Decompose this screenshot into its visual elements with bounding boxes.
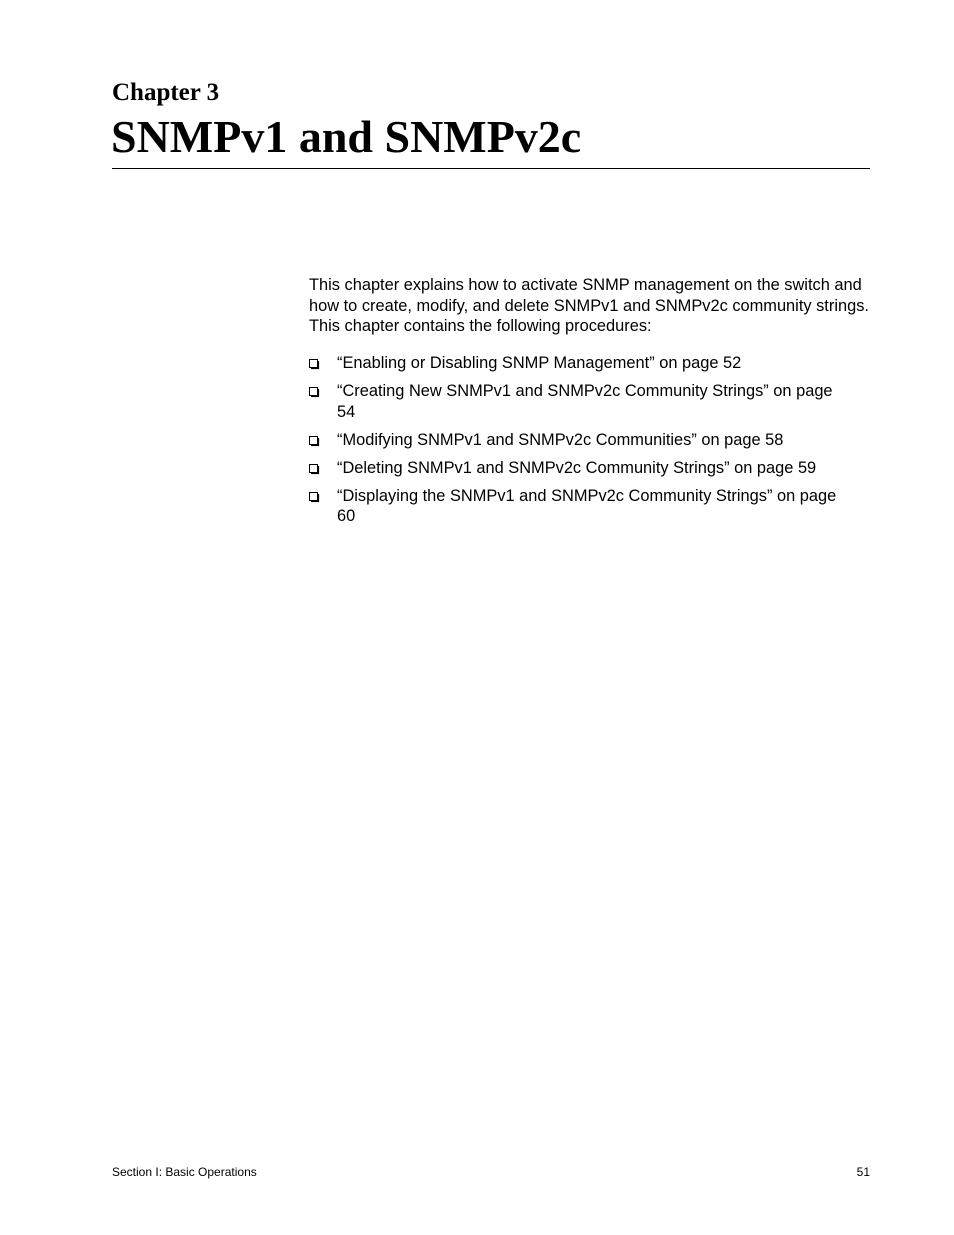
title-divider — [112, 168, 870, 169]
list-item — [309, 381, 854, 422]
box-bullet-icon — [309, 464, 320, 475]
list-item — [309, 430, 854, 451]
box-bullet-icon — [309, 492, 320, 503]
box-bullet-icon — [309, 359, 320, 370]
footer-section-label: Section I: Basic Operations — [112, 1165, 257, 1179]
box-bullet-icon — [309, 436, 320, 447]
procedure-link-text[interactable]: “Creating New SNMPv1 and SNMPv2c Community Strings” on page 54 — [337, 382, 833, 421]
list-item — [309, 486, 854, 527]
list-item — [309, 458, 854, 479]
procedure-link-text[interactable]: “Deleting SNMPv1 and SNMPv2c Community Strings” on page 59 — [337, 458, 817, 477]
chapter-title: SNMPv1 and SNMPv2c — [111, 111, 582, 162]
chapter-label: Chapter 3 — [112, 79, 220, 106]
footer-page-number: 51 — [856, 1165, 870, 1179]
procedure-link-text[interactable]: “Modifying SNMPv1 and SNMPv2c Communities” on page 58 — [337, 430, 784, 449]
box-bullet-icon — [309, 387, 320, 398]
procedure-link-text[interactable]: “Enabling or Disabling SNMP Management” on page 52 — [337, 354, 742, 372]
procedure-list — [309, 353, 854, 534]
intro-paragraph: This chapter explains how to activate SNMP management on the switch and how to create, modify, and delete SNMPv1 and SNMPv2c community strings. This chapter contains the following procedures: — [309, 276, 869, 335]
procedure-link-text[interactable]: “Displaying the SNMPv1 and SNMPv2c Community Strings” on page 60 — [337, 486, 837, 525]
list-item — [309, 353, 854, 374]
